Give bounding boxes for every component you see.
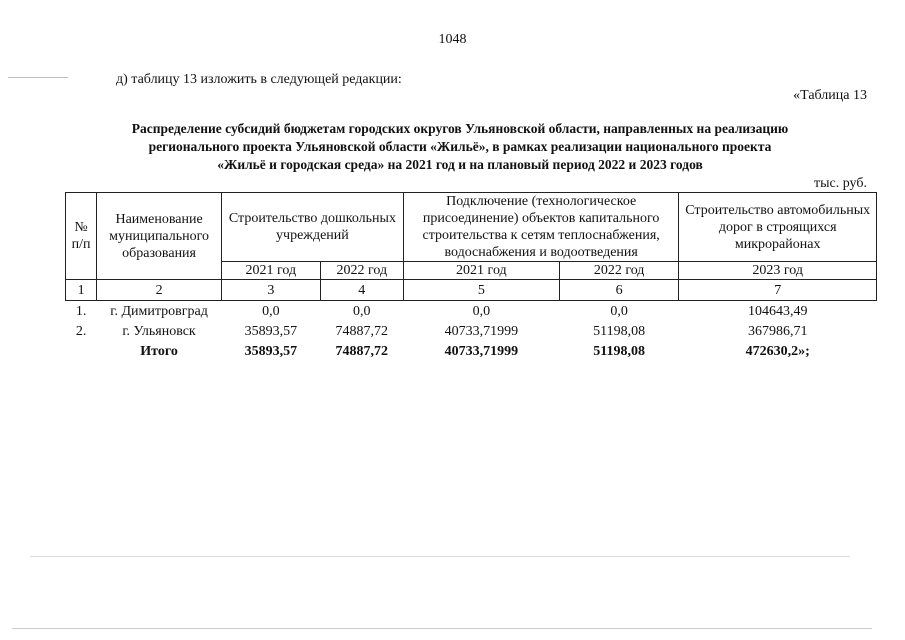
header-utilities-connection: Подключение (технологическое присоединение) объектов капитального строительства к сетям теплоснабжения, водоснабжения и водоотведения (403, 193, 679, 262)
row-value: 35893,57 (244, 323, 298, 339)
row-value: 51198,08 (593, 323, 646, 339)
header-num: № п/п (66, 193, 97, 280)
column-numbers-row (66, 280, 877, 301)
scan-artifact-line (8, 77, 68, 78)
column-number: 4 (320, 280, 403, 301)
total-value: 472630,2»; (745, 343, 810, 359)
row-num: 2. (75, 323, 87, 339)
column-number: 5 (403, 280, 559, 301)
row-value: 104643,49 (747, 303, 808, 319)
scan-artifact-line (12, 628, 872, 629)
page-number: 1048 (438, 32, 467, 47)
header-preschool: Строительство дошкольных учреждений (221, 193, 403, 262)
title-line: регионального проекта Ульяновской области «Жильё», в рамках реализации национального проекта (148, 139, 772, 154)
title-line: «Жильё и городская среда» на 2021 год и на плановый период 2022 и 2023 годов (217, 157, 703, 172)
row-value: 40733,71999 (444, 323, 519, 339)
row-value: 0,0 (353, 303, 371, 319)
header-year: 2023 год (679, 262, 877, 280)
header-year: 2021 год (221, 262, 320, 280)
intro-text: д) таблицу 13 изложить в следующей редакции: (116, 72, 402, 87)
column-number: 2 (97, 280, 222, 301)
total-label: Итого (140, 343, 178, 359)
column-number: 3 (221, 280, 320, 301)
row-value: 0,0 (262, 303, 280, 319)
total-num (66, 341, 97, 361)
table-row (66, 321, 877, 341)
title-line: Распределение субсидий бюджетам городских округов Ульяновской области, направленных на реализацию (131, 121, 789, 136)
header-year: 2021 год (403, 262, 559, 280)
row-name: г. Ульяновск (122, 323, 196, 339)
row-num: 1. (75, 303, 87, 319)
column-number: 6 (559, 280, 679, 301)
header-year: 2022 год (320, 262, 403, 280)
total-row (66, 341, 877, 361)
total-value: 35893,57 (244, 343, 298, 359)
total-value: 74887,72 (335, 343, 389, 359)
total-value: 40733,71999 (444, 343, 519, 359)
header-roads: Строительство автомобильных дорог в строящихся микрорайонах (679, 193, 877, 262)
column-number: 7 (679, 280, 877, 301)
table-caption: «Таблица 13 (793, 88, 867, 103)
column-number: 1 (66, 280, 97, 301)
subsidies-table (65, 192, 877, 361)
scan-artifact-line (30, 556, 850, 557)
row-name: г. Димитровград (110, 303, 208, 319)
row-value: 367986,71 (747, 323, 808, 339)
row-value: 74887,72 (335, 323, 389, 339)
total-value: 51198,08 (593, 343, 645, 359)
document-title (40, 120, 880, 174)
header-name: Наименование муниципального образования (97, 193, 222, 280)
header-year: 2022 год (559, 262, 679, 280)
units-label: тыс. руб. (814, 176, 867, 191)
table-row (66, 301, 877, 322)
row-value: 0,0 (472, 303, 491, 319)
row-value: 0,0 (610, 303, 628, 319)
